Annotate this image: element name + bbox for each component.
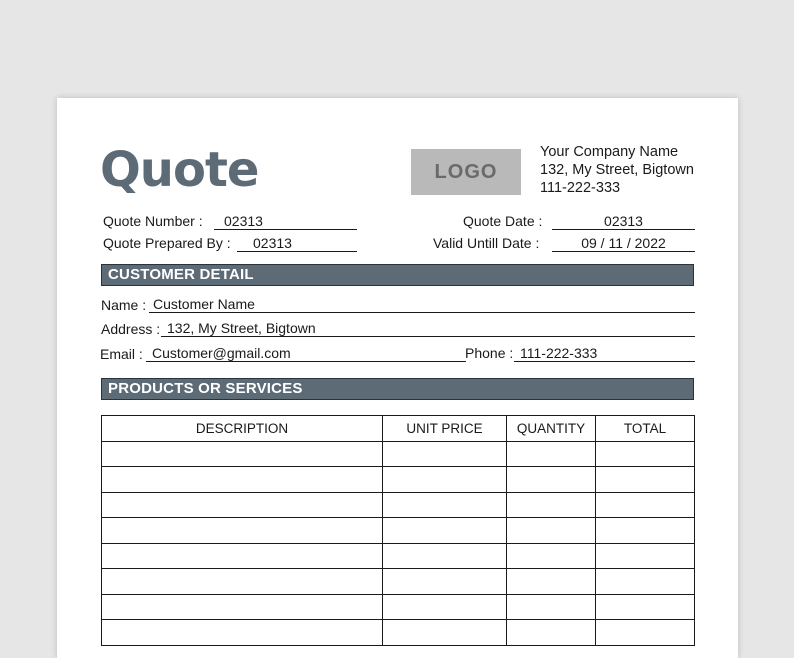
customer-name-label: Name : — [101, 297, 147, 313]
table-row — [102, 441, 695, 467]
customer-phone-label: Phone : — [465, 345, 514, 361]
quote-number-field[interactable]: 02313 — [214, 212, 357, 230]
table-row — [102, 569, 695, 595]
unit-price-cell[interactable] — [383, 467, 507, 493]
total-cell[interactable] — [596, 467, 695, 493]
prepared-by-field[interactable]: 02313 — [237, 234, 357, 252]
description-cell[interactable] — [102, 569, 383, 595]
description-cell[interactable] — [102, 467, 383, 493]
quantity-cell[interactable] — [507, 467, 596, 493]
company-info — [540, 143, 694, 197]
description-cell[interactable] — [102, 518, 383, 544]
customer-name-field[interactable]: Customer Name — [149, 295, 695, 313]
customer-detail-header: CUSTOMER DETAIL — [101, 264, 694, 286]
table-row — [102, 467, 695, 493]
total-cell[interactable] — [596, 569, 695, 595]
unit-price-cell[interactable] — [383, 518, 507, 544]
table-row — [102, 594, 695, 620]
quantity-cell[interactable] — [507, 594, 596, 620]
table-row — [102, 518, 695, 544]
logo-placeholder: LOGO — [411, 149, 521, 195]
customer-address-field[interactable]: 132, My Street, Bigtown — [161, 319, 695, 337]
column-header-quantity: QUANTITY — [507, 416, 596, 442]
quantity-cell[interactable] — [507, 620, 596, 646]
valid-until-field[interactable]: 09 / 11 / 2022 — [552, 234, 695, 252]
unit-price-cell[interactable] — [383, 543, 507, 569]
quantity-cell[interactable] — [507, 543, 596, 569]
products-table — [101, 415, 695, 646]
customer-email-label: Email : — [100, 346, 143, 362]
quantity-cell[interactable] — [507, 569, 596, 595]
valid-until-label: Valid Untill Date : — [433, 235, 540, 251]
products-header: PRODUCTS OR SERVICES — [101, 378, 694, 400]
description-cell[interactable] — [102, 543, 383, 569]
unit-price-cell[interactable] — [383, 569, 507, 595]
quote-number-label: Quote Number : — [103, 213, 203, 229]
column-header-description: DESCRIPTION — [102, 416, 383, 442]
quantity-cell[interactable] — [507, 492, 596, 518]
total-cell[interactable] — [596, 441, 695, 467]
unit-price-cell[interactable] — [383, 594, 507, 620]
total-cell[interactable] — [596, 620, 695, 646]
table-row — [102, 492, 695, 518]
column-header-total: TOTAL — [596, 416, 695, 442]
quote-date-field[interactable]: 02313 — [552, 212, 695, 230]
total-cell[interactable] — [596, 492, 695, 518]
customer-address-label: Address : — [101, 321, 161, 337]
document-title: Quote — [100, 142, 259, 198]
description-cell[interactable] — [102, 620, 383, 646]
unit-price-cell[interactable] — [383, 441, 507, 467]
table-row — [102, 620, 695, 646]
description-cell[interactable] — [102, 441, 383, 467]
total-cell[interactable] — [596, 518, 695, 544]
description-cell[interactable] — [102, 492, 383, 518]
customer-phone-field[interactable]: 111-222-333 — [514, 344, 695, 362]
table-header-row — [102, 416, 695, 442]
company-address: 132, My Street, Bigtown — [540, 162, 694, 178]
quantity-cell[interactable] — [507, 518, 596, 544]
unit-price-cell[interactable] — [383, 492, 507, 518]
total-cell[interactable] — [596, 594, 695, 620]
unit-price-cell[interactable] — [383, 620, 507, 646]
quote-sheet — [57, 98, 738, 658]
customer-email-field[interactable]: Customer@gmail.com — [146, 344, 466, 362]
column-header-unit-price: UNIT PRICE — [383, 416, 507, 442]
company-phone: 111-222-333 — [540, 180, 621, 196]
quantity-cell[interactable] — [507, 441, 596, 467]
table-row — [102, 543, 695, 569]
company-name: Your Company Name — [540, 144, 679, 160]
description-cell[interactable] — [102, 594, 383, 620]
prepared-by-label: Quote Prepared By : — [103, 235, 231, 251]
quote-date-label: Quote Date : — [463, 213, 543, 229]
total-cell[interactable] — [596, 543, 695, 569]
